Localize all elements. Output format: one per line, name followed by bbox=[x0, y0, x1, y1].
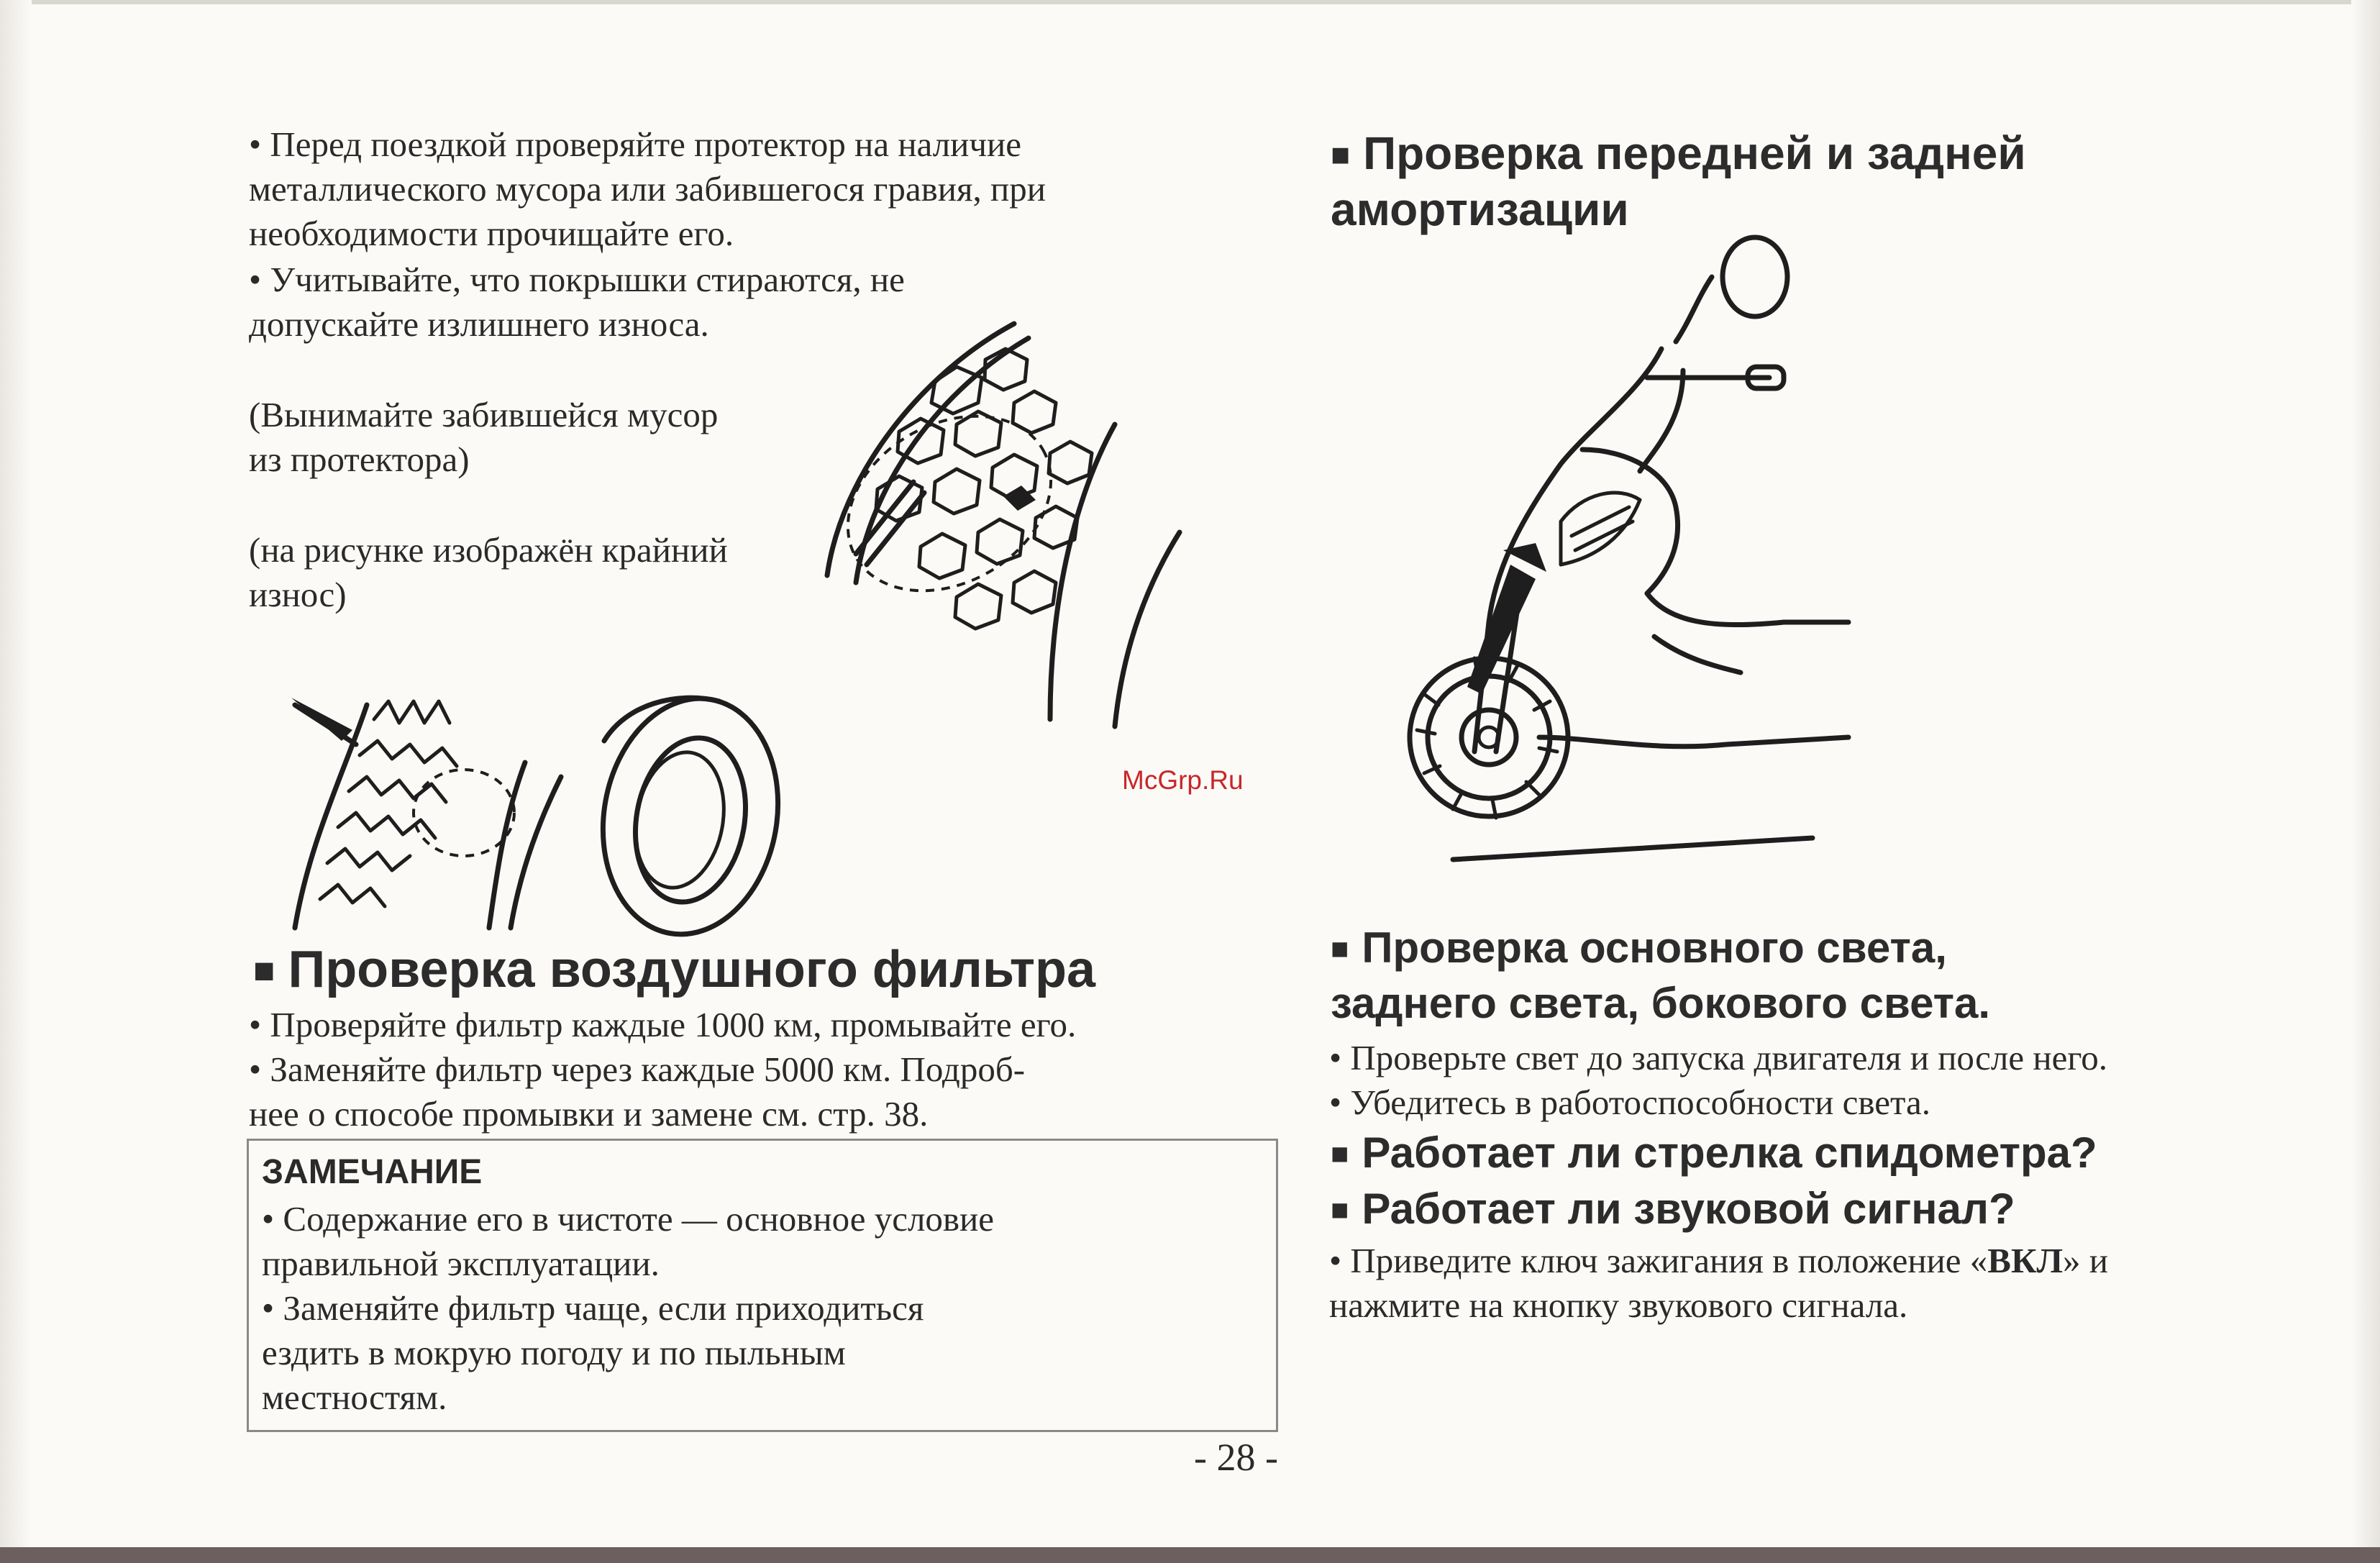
page-number: - 28 - bbox=[1194, 1436, 1278, 1479]
watermark: McGrp.Ru bbox=[1122, 765, 1244, 795]
tire-text-line: • Перед поездкой проверяйте протектор на наличие bbox=[249, 124, 1022, 164]
worn-tire-illustration bbox=[288, 676, 791, 942]
suspension-heading bbox=[1331, 126, 2026, 237]
page-edge bbox=[0, 1547, 2380, 1563]
scooter-suspension-illustration bbox=[1410, 234, 1870, 867]
page-edge bbox=[2351, 0, 2380, 1563]
air-filter-heading-text: Проверка воздушного фильтра bbox=[288, 941, 1096, 998]
tire-caption-wear: износ) bbox=[249, 575, 347, 614]
note-box bbox=[247, 1139, 1278, 1432]
horn-key-position: ВКЛ bbox=[1987, 1241, 2064, 1280]
lights-heading bbox=[1331, 921, 1990, 1031]
horn-text-part: • Приведите ключ зажигания в положение « bbox=[1329, 1241, 1988, 1280]
note-line: местностям. bbox=[262, 1377, 447, 1417]
speedometer-heading-text: Работает ли стрелка спидометра? bbox=[1362, 1129, 2097, 1177]
note-title: ЗАМЕЧАНИЕ bbox=[262, 1153, 483, 1191]
note-line: • Содержание его в чистоте — основное условие bbox=[262, 1199, 995, 1239]
air-filter-text-line: нее о способе промывки и замене см. стр. 38. bbox=[249, 1094, 929, 1134]
lights-heading-line: заднего света, бокового света. bbox=[1331, 978, 1991, 1027]
heading-bullet: ■ bbox=[1331, 1192, 1349, 1226]
note-line: ездить в мокрую погоду и по пыльным bbox=[262, 1333, 846, 1372]
air-filter-text-line: • Проверяйте фильтр каждые 1000 км, промывайте его. bbox=[249, 1005, 1077, 1044]
heading-bullet: ■ bbox=[1331, 1136, 1349, 1170]
heading-bullet: ■ bbox=[1331, 931, 1349, 965]
page-edge bbox=[0, 0, 32, 1563]
tire-text-line: • Учитывайте, что покрышки стираются, не bbox=[249, 260, 905, 299]
suspension-heading-line: амортизации bbox=[1331, 183, 1629, 235]
horn-heading bbox=[1331, 1182, 2015, 1237]
lights-text-line: • Убедитесь в работоспособности света. bbox=[1329, 1083, 1930, 1122]
tire-text-line: металлического мусора или забившегося гравия, при bbox=[249, 169, 1046, 209]
tire-caption-debris: (Вынимайте забившейся мусор bbox=[249, 395, 719, 434]
tire-caption-debris: из протектора) bbox=[249, 439, 470, 479]
horn-heading-text: Работает ли звуковой сигнал? bbox=[1362, 1185, 2015, 1233]
suspension-heading-line: Проверка передней и задней bbox=[1363, 127, 2026, 179]
lights-heading-line: Проверка основного света, bbox=[1362, 924, 1947, 972]
horn-text-line: нажмите на кнопку звукового сигнала. bbox=[1329, 1285, 1908, 1325]
heading-bullet: ■ bbox=[253, 949, 275, 990]
speedometer-heading bbox=[1331, 1126, 2097, 1181]
lights-text-line: • Проверьте свет до запуска двигателя и после него. bbox=[1329, 1038, 2107, 1077]
horn-text-part: » и bbox=[2063, 1241, 2108, 1280]
tire-text-line: допускайте излишнего износа. bbox=[249, 304, 709, 344]
tire-tread-debris-illustration bbox=[813, 316, 1216, 734]
tire-caption-wear: (на рисунке изображён крайний bbox=[249, 530, 728, 570]
page-edge bbox=[0, 0, 2380, 4]
air-filter-text-line: • Заменяйте фильтр через каждые 5000 км. Подроб- bbox=[249, 1049, 1026, 1089]
horn-text-line bbox=[1329, 1239, 2108, 1283]
air-filter-heading bbox=[253, 939, 1095, 1001]
tire-text-line: необходимости прочищайте его. bbox=[249, 214, 734, 253]
note-line: правильной эксплуатации. bbox=[262, 1244, 660, 1283]
heading-bullet: ■ bbox=[1331, 136, 1351, 173]
note-line: • Заменяйте фильтр чаще, если приходиться bbox=[262, 1288, 924, 1328]
